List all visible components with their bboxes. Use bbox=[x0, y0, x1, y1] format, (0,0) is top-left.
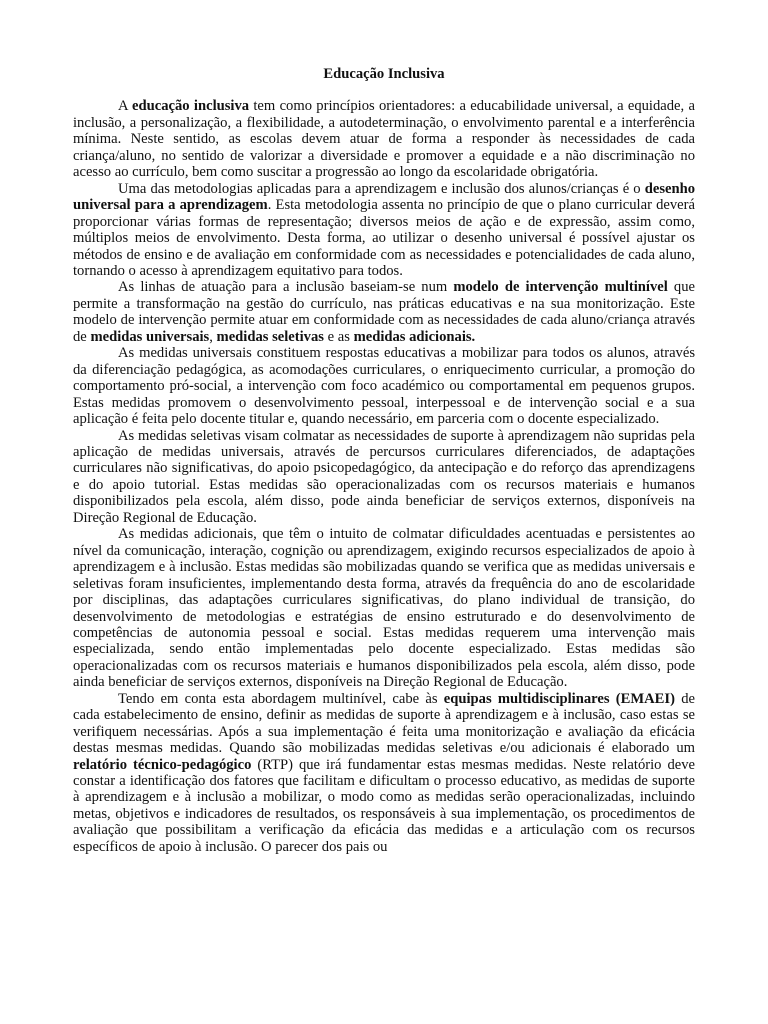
bold-term: modelo de intervenção multinível bbox=[453, 279, 668, 296]
body-paragraph bbox=[73, 181, 695, 280]
text-run: , bbox=[209, 328, 217, 345]
body-paragraph bbox=[73, 691, 695, 856]
body-paragraph bbox=[73, 279, 695, 345]
bold-term: medidas adicionais. bbox=[353, 328, 476, 345]
text-run: As medidas adicionais, que têm o intuito de colmatar dificuldades acentuadas e persistentes ao nível da comunicação, interação, cognição ou aprendizagem, exigindo recursos especializados de apoio à aprendizagem e à inclusão. Estas medidas são mobilizadas quando se verifica que as medidas universais e seletivas foram insuficientes, implementando desta forma, através da frequência do ano de escolaridade por disciplinas, das adaptações curriculares significativas, do plano individual de transição, do desenvolvimento de metodologias e estratégias de ensino estruturado e do desenvolvimento de competências de autonomia pessoal e social. Estas medidas requerem uma intervenção mais especializada, sendo então implementadas pelo docente especializado. Estas medidas são operacionalizadas com os recursos materiais e humanos disponibilizados pela escola, além disso, pode ainda beneficiar de serviços externos, disponíveis na Direção Regional de Educação. bbox=[73, 526, 695, 691]
text-run: As medidas universais constituem respostas educativas a mobilizar para todos os alunos, através da diferenciação pedagógica, as acomodações curriculares, o enriquecimento curricular, a promoção do comportamento pró-social, a intervenção com foco académico ou comportamental em pequenos grupos. Estas medidas promovem o desenvolvimento pessoal, interpessoal e de intervenção social e a sua aplicação é feita pelo docente titular e, quando necessário, em parceria com o docente especializado. bbox=[73, 345, 695, 428]
bold-term: relatório técnico-pedagógico bbox=[73, 756, 252, 773]
bold-term: medidas seletivas bbox=[216, 328, 324, 345]
document-page bbox=[73, 66, 695, 855]
body-paragraph bbox=[73, 98, 695, 180]
text-run: A bbox=[118, 98, 133, 115]
text-run: As linhas de atuação para a inclusão baseiam-se num bbox=[118, 279, 454, 296]
bold-term: equipas multidisciplinares (EMAEI) bbox=[443, 690, 675, 707]
bold-term: medidas universais bbox=[90, 328, 210, 345]
text-run: . Esta metodologia assenta no princípio de que o plano curricular deverá proporcionar várias formas de representação; diversos meios de ação e de expressão, assim como, múltiplos meios de envolvimento. Desta forma, ao utilizar o desenho universal é possível ajustar os métodos de ensino e de avaliação em conformidade com as necessidades e potencialidades de cada aluno, tornando o acesso à aprendizagem equitativo para todos. bbox=[73, 197, 695, 279]
text-run: que permite a transformação na gestão do currículo, nas práticas educativas e na sua monitorização. Este modelo de intervenção permite atuar em conformidade com as necessidades de cada aluno/criança através de bbox=[73, 279, 695, 345]
text-run: Uma das metodologias aplicadas para a aprendizagem e inclusão dos alunos/crianças é o bbox=[118, 180, 645, 197]
text-run: As medidas seletivas visam colmatar as necessidades de suporte à aprendizagem não supridas pela aplicação de medidas universais, através de percursos curriculares diferenciados, de adaptações curriculares não significativas, do apoio psicopedagógico, da antecipação e do reforço das aprendizagens e do apoio tutorial. Estas medidas são operacionalizadas com os recursos materiais e humanos disponibilizados pela escola, além disso, pode ainda beneficiar de serviços externos, disponíveis na Direção Regional de Educação. bbox=[73, 427, 695, 526]
bold-term: desenho universal para a aprendizagem bbox=[73, 180, 695, 214]
text-run: Tendo em conta esta abordagem multinível, cabe às bbox=[118, 690, 444, 707]
text-run: e as bbox=[323, 328, 354, 345]
body-paragraph bbox=[73, 428, 695, 527]
bold-term: educação inclusiva bbox=[132, 98, 250, 115]
text-run: tem como princípios orientadores: a educabilidade universal, a equidade, a inclusão, a personalização, a flexibilidade, a autodeterminação, o envolvimento parental e a interferência mínima. Neste sentido, as escolas devem atuar de forma a responder às necessidades de cada criança/aluno, no sentido de valorizar a diversidade e promover a equidade e a não discriminação no acesso ao currículo, bem como suscitar a progressão ao longo da escolaridade obrigatória. bbox=[73, 98, 695, 181]
document-body bbox=[73, 98, 695, 855]
body-paragraph bbox=[73, 526, 695, 691]
body-paragraph bbox=[73, 345, 695, 427]
text-run: de cada estabelecimento de ensino, definir as medidas de suporte à aprendizagem e à inclusão, caso estas se verifiquem necessárias. Após a sua implementação é feita uma monitorização e avaliação da eficácia destas mesmas medidas. Quando são mobilizadas medidas seletivas e/ou adicionais é elaborado um bbox=[73, 690, 695, 757]
text-run: (RTP) que irá fundamentar estas mesmas medidas. Neste relatório deve constar a identificação dos fatores que facilitam e dificultam o processo educativo, as medidas de suporte à aprendizagem e à inclusão a mobilizar, o modo como as medidas serão operacionalizadas, incluindo metas, objetivos e indicadores de resultados, os responsáveis à sua implementação, os procedimentos de avaliação que possibilitam a verificação da eficácia das medidas e a articulação com os recursos específicos de apoio à inclusão. O parecer dos pais ou bbox=[73, 756, 695, 855]
document-title: Educação Inclusiva bbox=[323, 66, 445, 82]
